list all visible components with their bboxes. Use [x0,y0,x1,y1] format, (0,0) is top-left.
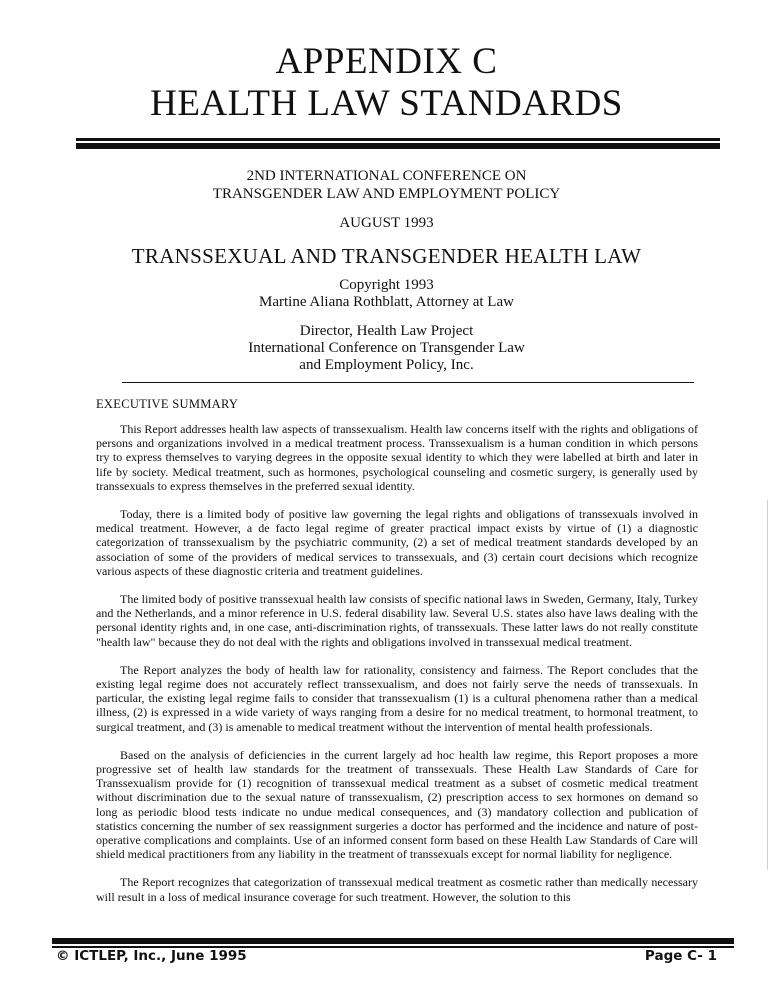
header-rule-top [76,138,720,141]
summary-paragraph-4: The Report analyzes the body of health law for rationality, consistency and fairness. The Report concludes that the existing legal regime does not accurately reflect transsexualism, and does not fairly serve the needs of transsexuals. In particular, the existing legal regime fails to consider that transsexualism (1) is a cultural phenomena rather than a medical illness, (2) is expressed in a wide variety of ways ranging from a desire for no medical treatment, to hormonal treatment, to surgical treatment, and (3) is amenable to medical treatment without the intervention of mental health professionals. [96,662,698,734]
summary-paragraph-3: The limited body of positive transsexual health law consists of specific national laws in Sweden, Germany, Italy, Turkey and the Netherlands, and a minor reference in U.S. federal disability law. Several U.S. states also have laws dealing with the personal identity rights and, in one case, anti-discrimination rights, of transsexuals. These latter laws do not really constitute "health law" because they do not deal with the rights and obligations involved in transsexual medical treatment. [96,592,698,649]
report-title: TRANSSEXUAL AND TRANSGENDER HEALTH LAW [131,244,642,268]
scan-edge-line [767,500,768,870]
conference-line-1: 2ND INTERNATIONAL CONFERENCE ON [246,168,527,184]
copyright-line: Copyright 1993 [339,277,434,293]
appendix-title: APPENDIX C [275,41,498,82]
conference-line-2: TRANSGENDER LAW AND EMPLOYMENT POLICY [212,186,561,202]
summary-paragraph-5: Based on the analysis of deficiencies in the current largely ad hoc health law regime, this Report proposes a more progressive set of health law standards for the treatment of transsexuals. These Health Law Standards of Care for Transsexualism provide for (1) recognition of transsexual medical treatment as a subset of cosmetic medical treatment without discrimination due to the sexual nature of transsexualism, (2) prescription access to sex hormones on demand so long as periodic blood tests indicate no undue medical consequences, and (3) mandatory collection and publication of statistics concerning the number of sex reassignment surgeries a doctor has performed and the incidence and nature of post-operative complications and complaints. Use of an informed consent form based on these Health Law Standards of Care will shield medical practitioners from any liability in the treatment of transsexuals except for normal liability for negligence. [96,747,698,862]
conference-date: AUGUST 1993 [339,215,434,231]
footer-rule-thick [52,938,734,944]
executive-summary-body [96,422,698,918]
organization-line-1: International Conference on Transgender Law [248,340,525,356]
summary-paragraph-1: This Report addresses health law aspects of transsexualism. Health law concerns itself with the rights and obligations of persons and organizations involved in a medical treatment process. Transsexualism is a human condition in which persons try to express themselves to varying degrees in the opposite sexual identity to which they were labelled at birth and later in life by society. Medical treatment, such as hormones, psychological counseling and cosmetic surgery, is generally used by transsexuals to express themselves in the preferred sexual identity. [96,422,698,493]
summary-paragraph-6: The Report recognizes that categorization of transsexual medical treatment as cosmetic rather than medically necessary will result in a loss of medical insurance coverage for such treatment. However, the solution to this [96,875,698,904]
appendix-subtitle: HEALTH LAW STANDARDS [150,83,623,124]
executive-summary-heading: EXECUTIVE SUMMARY [96,397,239,411]
organization-line-2: and Employment Policy, Inc. [299,357,474,373]
footer-copyright: © ICTLEP, Inc., June 1995 [56,948,247,964]
footer-page-number: Page C- 1 [644,948,717,964]
director-line: Director, Health Law Project [299,323,474,339]
header-rule-bottom [76,143,720,149]
section-divider [122,382,694,383]
summary-paragraph-2: Today, there is a limited body of positive law governing the legal rights and obligations of transsexuals involved in medical treatment. However, a de facto legal regime of greater practical impact exists by virtue of (1) a diagnostic categorization of transsexualism by the psychiatric community, (2) a set of medical treatment standards developed by an association of some of the providers of medical services to transsexuals, and (3) certain court decisions which recognize various aspects of these diagnostic criteria and treatment guidelines. [96,507,698,578]
author-line: Martine Aliana Rothblatt, Attorney at Law [259,294,514,310]
